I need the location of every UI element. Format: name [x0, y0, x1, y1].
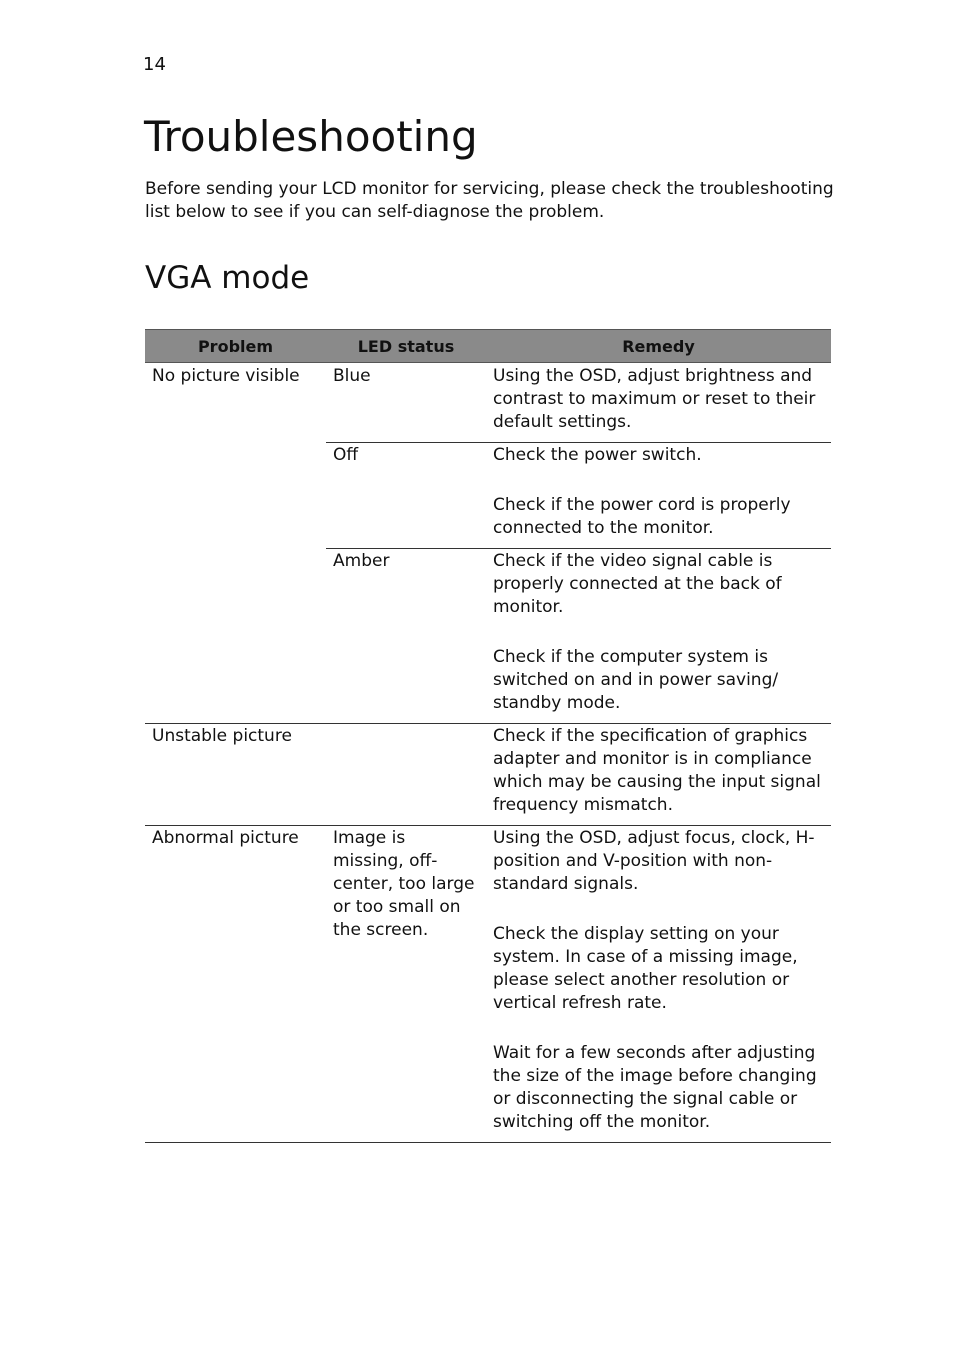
problem-cell: Abnormal picture — [145, 826, 326, 1143]
remedy-step: Wait for a few seconds after adjusting the size of the image before changing or disconnecting the signal cable or switching off the monitor. — [493, 1043, 817, 1132]
remedy-cell — [486, 363, 831, 443]
table-row — [145, 826, 831, 1143]
remedy-step: Check if the computer system is switched on and in power saving/ standby mode. — [493, 647, 779, 713]
led-status-cell: Image is missing, off-center, too large or too small on the screen. — [326, 826, 486, 1143]
remedy-cell — [486, 549, 831, 724]
led-status-cell: Amber — [326, 549, 486, 724]
remedy-step: Check the display setting on your system. In case of a missing image, please select another resolution or vertical refresh rate. — [493, 924, 798, 1013]
led-status-cell: Blue — [333, 366, 371, 386]
problem-cell — [145, 443, 326, 549]
remedy-step: Check the power switch. — [493, 445, 702, 465]
intro-paragraph: Before sending your LCD monitor for servicing, please check the troubleshooting list below to see if you can self-diagnose the problem. — [145, 179, 834, 222]
remedy-step: Check if the power cord is properly connected to the monitor. — [493, 495, 791, 538]
remedy-cell — [486, 826, 831, 1143]
troubleshooting-table — [145, 329, 831, 1143]
section-title: VGA mode — [145, 260, 310, 296]
page-title: Troubleshooting — [144, 112, 478, 161]
remedy-step: Check if the specification of graphics adapter and monitor is in compliance which may be causing the input signal frequency mismatch. — [493, 726, 821, 815]
problem-cell — [145, 549, 326, 724]
column-header-led-status: LED status — [326, 330, 486, 363]
page-number: 14 — [143, 54, 166, 75]
led-status-cell: Off — [326, 443, 486, 549]
problem-cell: Unstable picture — [145, 724, 326, 826]
column-header-remedy: Remedy — [486, 330, 831, 363]
remedy-cell — [486, 443, 831, 549]
column-header-problem: Problem — [145, 330, 326, 363]
problem-cell: No picture visible — [152, 366, 300, 386]
led-status-cell — [326, 724, 486, 826]
table-header-row — [145, 330, 831, 363]
table-row — [145, 443, 831, 549]
remedy-step: Using the OSD, adjust focus, clock, H-position and V-position with non-standard signals. — [493, 828, 815, 894]
remedy-cell — [486, 724, 831, 826]
table-row — [145, 724, 831, 826]
table-row — [145, 363, 831, 443]
remedy-step: Using the OSD, adjust brightness and contrast to maximum or reset to their default settings. — [493, 366, 816, 432]
remedy-step: Check if the video signal cable is properly connected at the back of monitor. — [493, 551, 782, 617]
table-row — [145, 549, 831, 724]
